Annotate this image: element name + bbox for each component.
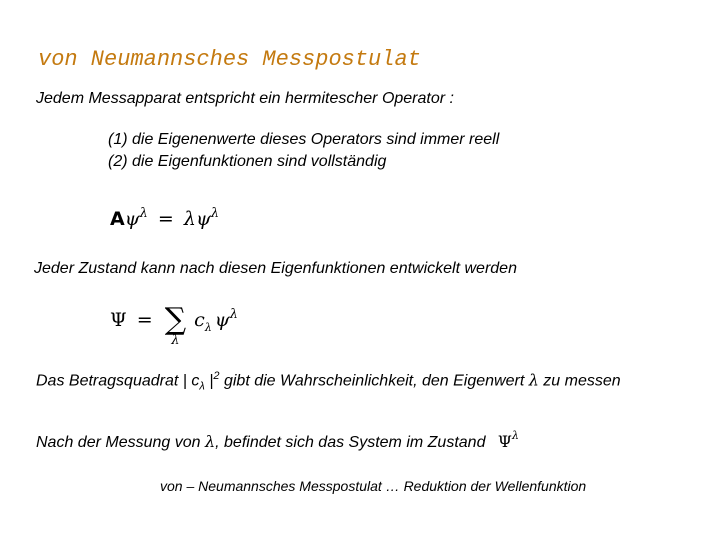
line5-lambda: λ [204,432,216,451]
expansion-statement: Jeder Zustand kann nach diesen Eigenfunktionen entwickelt werden [34,260,517,277]
eq2-lhs: Ψ [110,309,127,331]
probability-statement [36,370,621,393]
line4-lambda: λ [528,370,539,390]
expansion-equation [110,300,238,348]
eq2-coef-sub: λ [204,320,212,334]
eq2-fn-sup: λ [229,307,238,322]
list-item-2: (2) die Eigenfunktionen sind vollständig [108,153,387,170]
line4-middle: gibt die Wahrscheinlichkeit, den Eigenwert [219,372,529,390]
line4-sup: 2 [213,370,220,382]
line5-before: Nach der Messung von [36,434,205,451]
measurement-statement [36,429,519,452]
eq2-equals: = [136,309,153,331]
line5-psi: Ψ [497,432,512,451]
sum-symbol: ∑ [164,302,187,337]
operator-symbol: A [110,208,125,230]
line5-after: , befindet sich das System im Zustand [215,434,490,451]
footer-note: von – Neumannsches Messpostulat … Reduktion der Wellenfunktion [160,478,587,494]
eq1-rhs-sup: λ [210,206,220,221]
sum-operator [164,302,187,348]
list-item-1: (1) die Eigenenwerte dieses Operators sind immer reell [108,131,500,148]
eq1-rhs-fn: ψ [195,208,211,230]
eq1-equals: = [157,208,174,230]
line4-before: Das Betragsquadrat | c [36,372,200,390]
eigenvalue-equation [110,208,219,230]
line4-after: zu messen [538,372,621,390]
eq1-lhs-sup: λ [139,206,148,221]
eq1-lhs-fn: ψ [124,208,140,230]
line4-sub: λ [199,380,205,393]
line4-bar: | [204,372,214,390]
operator-statement: Jedem Messapparat entspricht ein hermitescher Operator : [36,90,454,107]
eq2-coef: c [194,309,205,331]
eq1-rhs-coef: λ [183,208,196,230]
line5-psi-sup: λ [511,429,519,442]
sum-index: λ [171,333,180,348]
eq2-fn: ψ [214,309,230,331]
slide-title: von Neumannsches Messpostulat [38,47,421,72]
